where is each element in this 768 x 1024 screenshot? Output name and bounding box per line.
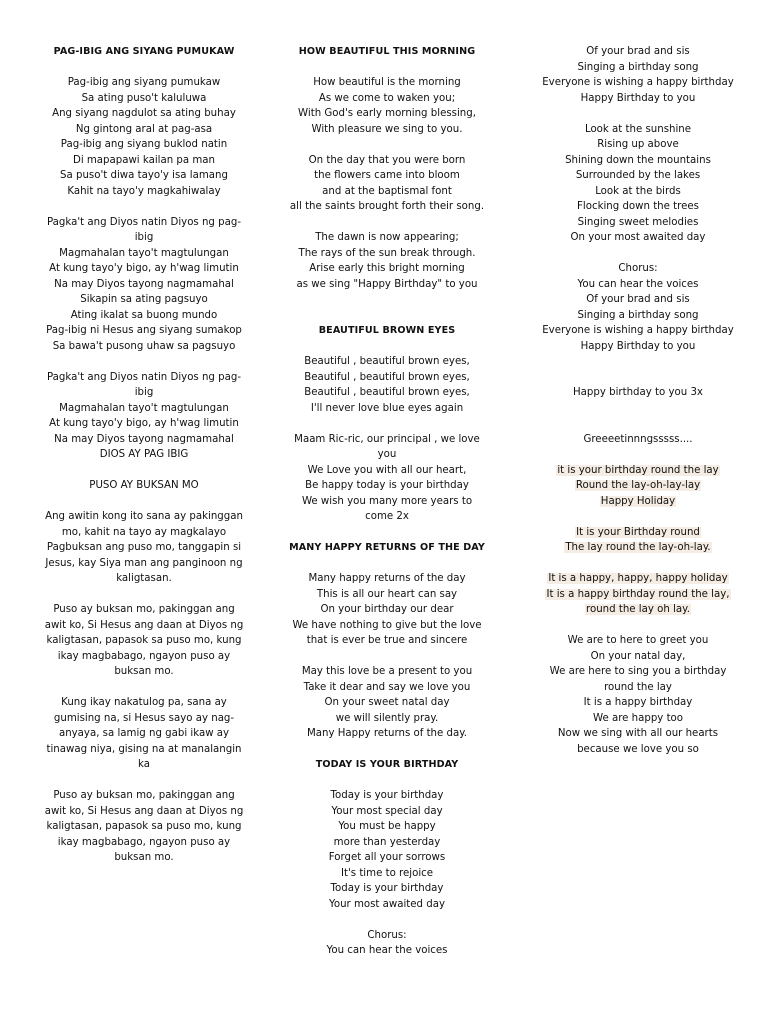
lyrics-column-middle xyxy=(272,44,502,959)
lyric-line: Di mapapawi kailan pa man xyxy=(72,154,216,166)
blank-line xyxy=(518,447,758,463)
lyric-line: Na may Diyos tayong nagmamahal xyxy=(54,278,234,290)
lyric-line: We wish you many more years to xyxy=(301,495,473,507)
lyric-line: Pagka't ang Diyos natin Diyos ng pag- xyxy=(47,216,241,228)
lyric-line: Everyone is wishing a happy birthday xyxy=(542,77,734,88)
lyric-line: buksan mo. xyxy=(114,666,174,677)
lyric-line: come 2x xyxy=(365,511,409,522)
lyric-line: Ang siyang nagdulot sa ating buhay xyxy=(52,108,236,119)
lyric-line: Shining down the mountains xyxy=(565,154,711,166)
lyric-line: Beautiful , beautiful brown eyes, xyxy=(304,371,470,383)
blank-line xyxy=(518,370,758,386)
lyrics-column-right xyxy=(518,44,758,757)
blank-line xyxy=(38,494,250,510)
lyric-line: and at the baptismal font xyxy=(322,185,452,197)
lyric-line: Your most awaited day xyxy=(328,898,446,910)
highlighted-lyric-text: It is a happy birthday round the lay, xyxy=(546,588,730,600)
song-title: MANY HAPPY RETURNS OF THE DAY xyxy=(289,542,485,553)
blank-line xyxy=(272,60,502,76)
lyric-line: the flowers came into bloom xyxy=(314,170,460,181)
lyric-line: On the day that you were born xyxy=(308,154,466,166)
lyric-line: Take it dear and say we love you xyxy=(303,681,471,693)
song-title: HOW BEAUTIFUL THIS MORNING xyxy=(298,46,476,57)
lyric-line: Chorus: xyxy=(367,929,407,941)
lyric-line: We have nothing to give but the love xyxy=(292,619,482,631)
highlighted-lyric-line xyxy=(518,602,758,618)
lyric-line: PUSO AY BUKSAN MO xyxy=(89,480,199,491)
lyric-line: Greeeetinnngsssss.... xyxy=(583,433,693,445)
highlighted-lyric-text: round the lay oh lay. xyxy=(586,604,690,615)
lyric-line: Kahit na tayo'y magkahiwalay xyxy=(67,185,221,197)
highlighted-lyric-text: It is a happy, happy, happy holiday xyxy=(548,573,728,584)
lyric-line: ibig xyxy=(134,387,154,398)
lyric-line: Pag-ibig ni Hesus ang siyang sumakop xyxy=(46,325,242,336)
lyric-line: Many happy returns of the day xyxy=(308,573,466,584)
highlighted-lyric-text: Happy Holiday xyxy=(600,495,676,507)
lyric-line: Many Happy returns of the day. xyxy=(306,728,468,739)
highlighted-lyric-text: Round the lay-oh-lay-lay xyxy=(575,480,701,491)
lyric-line: I'll never love blue eyes again xyxy=(310,402,464,414)
lyric-line: Magmahalan tayo't magtulungan xyxy=(59,247,229,259)
lyric-line: kaligtasan, papasok sa puso mo, kung xyxy=(46,635,242,646)
lyric-line: anyaya, sa lamig ng gabi ikaw ay xyxy=(58,728,230,739)
lyric-line: This is all our heart can say xyxy=(316,588,458,600)
lyric-line: Beautiful , beautiful brown eyes, xyxy=(304,356,470,367)
highlighted-lyric-line xyxy=(518,494,758,510)
lyric-line: The rays of the sun break through. xyxy=(298,247,476,259)
blank-line xyxy=(272,137,502,153)
lyric-line: that is ever be true and sincere xyxy=(306,635,468,646)
lyric-line: Singing a birthday song xyxy=(577,61,699,73)
blank-line xyxy=(272,649,502,665)
blank-line xyxy=(518,556,758,572)
lyric-line: Everyone is wishing a happy birthday xyxy=(542,325,734,336)
blank-line xyxy=(272,556,502,572)
blank-line xyxy=(272,416,502,432)
lyric-line: Singing a birthday song xyxy=(577,309,699,321)
lyric-line: It is a happy birthday xyxy=(583,697,693,708)
lyric-line: ibig xyxy=(134,232,154,243)
lyric-line: On your natal day, xyxy=(590,650,686,662)
blank-line xyxy=(38,60,250,76)
lyric-line: more than yesterday xyxy=(333,836,441,848)
lyric-line: How beautiful is the morning xyxy=(313,77,461,88)
lyric-line: Magmahalan tayo't magtulungan xyxy=(59,402,229,414)
lyric-line: You can hear the voices xyxy=(326,945,448,956)
lyric-line: Pagbuksan ang puso mo, tanggapin si xyxy=(46,542,242,553)
lyric-line: ikay magbabago, ngayon puso ay xyxy=(57,650,231,662)
lyrics-column-left xyxy=(38,44,250,866)
blank-line xyxy=(272,525,502,541)
lyric-line: DIOS AY PAG IBIG xyxy=(99,449,189,460)
lyric-line: awit ko, Si Hesus ang daan at Diyos ng xyxy=(44,619,244,631)
blank-line xyxy=(518,401,758,417)
blank-line xyxy=(518,106,758,122)
lyric-line: We Love you with all our heart, xyxy=(307,464,467,476)
lyric-line: As we come to waken you; xyxy=(318,92,456,104)
lyric-line: It's time to rejoice xyxy=(340,867,434,879)
highlighted-lyric-line xyxy=(518,571,758,587)
lyric-line: Now we sing with all our hearts xyxy=(557,728,719,739)
blank-line xyxy=(38,587,250,603)
lyric-line: Pagka't ang Diyos natin Diyos ng pag- xyxy=(47,371,241,383)
lyric-line: Kung ikay nakatulog pa, sana ay xyxy=(61,697,227,708)
blank-line xyxy=(38,680,250,696)
blank-line xyxy=(38,773,250,789)
lyric-line: Ng gintong aral at pag-asa xyxy=(75,123,213,135)
highlighted-lyric-line xyxy=(518,525,758,541)
blank-line xyxy=(272,773,502,789)
lyric-line: Sa bawa't pusong uhaw sa pagsuyo xyxy=(52,340,236,352)
lyric-line: you xyxy=(377,449,397,460)
blank-line xyxy=(38,463,250,479)
lyric-line: kaligtasan, papasok sa puso mo, kung xyxy=(46,821,242,832)
lyric-line: Surrounded by the lakes xyxy=(575,170,701,181)
lyric-line: We are happy too xyxy=(592,712,684,724)
lyric-line: Of your brad and sis xyxy=(586,46,690,57)
highlighted-lyric-line xyxy=(518,478,758,494)
song-title: TODAY IS YOUR BIRTHDAY xyxy=(315,759,459,770)
song-title: PAG-IBIG ANG SIYANG PUMUKAW xyxy=(53,46,235,57)
blank-line xyxy=(518,509,758,525)
lyric-line: awit ko, Si Hesus ang daan at Diyos ng xyxy=(44,805,244,817)
highlighted-lyric-text: it is your birthday round the lay xyxy=(557,464,719,476)
song-title: BEAUTIFUL BROWN EYES xyxy=(318,325,456,336)
lyric-line: With pleasure we sing to you. xyxy=(311,123,463,135)
lyric-line: With God's early morning blessing, xyxy=(298,108,476,119)
lyric-line: Sikapin sa ating pagsuyo xyxy=(80,294,208,305)
blank-line xyxy=(272,339,502,355)
lyric-line: Rising up above xyxy=(597,139,679,150)
lyric-line: Ating ikalat sa buong mundo xyxy=(70,309,218,321)
lyric-line: May this love be a present to you xyxy=(301,666,473,677)
lyric-line: Today is your birthday xyxy=(330,790,444,801)
blank-line xyxy=(518,618,758,634)
lyric-line: Happy birthday to you 3x xyxy=(573,387,703,398)
lyric-line: all the saints brought forth their song. xyxy=(289,201,485,212)
lyric-line: Be happy today is your birthday xyxy=(305,480,469,491)
lyric-line: kaligtasan. xyxy=(116,573,172,584)
lyric-line: Your most special day xyxy=(331,805,443,817)
lyric-line: ka xyxy=(138,759,150,770)
lyric-line: Happy Birthday to you xyxy=(580,340,696,352)
lyric-line: Arise early this bright morning xyxy=(309,263,465,274)
lyric-line: Chorus: xyxy=(618,263,658,274)
lyric-line: We are to here to greet you xyxy=(567,635,709,646)
lyric-line: ikay magbabago, ngayon puso ay xyxy=(57,836,231,848)
lyric-line: Of your brad and sis xyxy=(586,294,690,305)
highlighted-lyric-text: It is your Birthday round xyxy=(576,526,700,538)
lyric-line: Na may Diyos tayong nagmamahal xyxy=(54,433,234,445)
lyric-line: Maam Ric-ric, our principal , we love xyxy=(294,433,480,445)
lyric-line: On your birthday our dear xyxy=(320,604,454,615)
lyric-line: Pag-ibig ang siyang buklod natin xyxy=(60,139,228,150)
lyric-line: Puso ay buksan mo, pakinggan ang xyxy=(53,790,235,801)
lyric-line: Pag-ibig ang siyang pumukaw xyxy=(67,77,221,88)
lyric-line: round the lay xyxy=(604,681,672,693)
lyric-line: At kung tayo'y bigo, ay h'wag limutin xyxy=(49,418,239,429)
lyric-line: Ang awitin kong ito sana ay pakinggan xyxy=(45,511,243,522)
highlighted-lyric-text: The lay round the lay-oh-lay. xyxy=(565,542,711,553)
highlighted-lyric-line xyxy=(518,540,758,556)
lyric-line: Jesus, kay Siya man ang panginoon ng xyxy=(45,557,243,569)
lyric-line: On your sweet natal day xyxy=(324,697,450,708)
lyric-line: Beautiful , beautiful brown eyes, xyxy=(304,387,470,398)
lyric-line: Today is your birthday xyxy=(330,883,444,894)
lyric-line: You can hear the voices xyxy=(577,278,699,290)
lyric-line: Sa ating puso't kaluluwa xyxy=(81,92,207,104)
blank-line xyxy=(272,742,502,758)
blank-line xyxy=(272,215,502,231)
highlighted-lyric-line xyxy=(518,587,758,603)
lyric-line: gumising na, si Hesus sayo ay nag- xyxy=(53,712,235,724)
blank-line xyxy=(272,308,502,324)
lyric-line: You must be happy xyxy=(338,821,436,832)
blank-line xyxy=(272,292,502,308)
highlighted-lyric-line xyxy=(518,463,758,479)
lyric-line: Happy Birthday to you xyxy=(580,92,696,104)
lyric-line: tinawag niya, gising na at manalangin xyxy=(46,743,242,755)
blank-line xyxy=(272,912,502,928)
lyric-line: We are here to sing you a birthday xyxy=(549,666,727,677)
blank-line xyxy=(518,416,758,432)
lyric-line: The dawn is now appearing; xyxy=(315,232,459,243)
lyric-line: we will silently pray. xyxy=(335,712,439,724)
blank-line xyxy=(38,199,250,215)
lyric-line: Look at the sunshine xyxy=(584,123,692,135)
lyric-line: mo, kahit na tayo ay magkalayo xyxy=(61,526,227,538)
lyric-line: Look at the birds xyxy=(595,185,681,197)
lyric-line: buksan mo. xyxy=(114,852,174,863)
blank-line xyxy=(38,354,250,370)
lyric-line: as we sing "Happy Birthday" to you xyxy=(296,278,478,290)
blank-line xyxy=(518,354,758,370)
lyric-line: Singing sweet melodies xyxy=(577,216,699,228)
lyric-line: Puso ay buksan mo, pakinggan ang xyxy=(53,604,235,615)
lyric-line: Flocking down the trees xyxy=(577,201,699,212)
lyric-line: On your most awaited day xyxy=(570,232,706,243)
blank-line xyxy=(518,246,758,262)
lyric-line: At kung tayo'y bigo, ay h'wag limutin xyxy=(49,263,239,274)
lyric-line: because we love you so xyxy=(577,743,699,755)
lyric-line: Sa puso't diwa tayo'y isa lamang xyxy=(60,170,228,181)
lyric-line: Forget all your sorrows xyxy=(328,852,446,863)
